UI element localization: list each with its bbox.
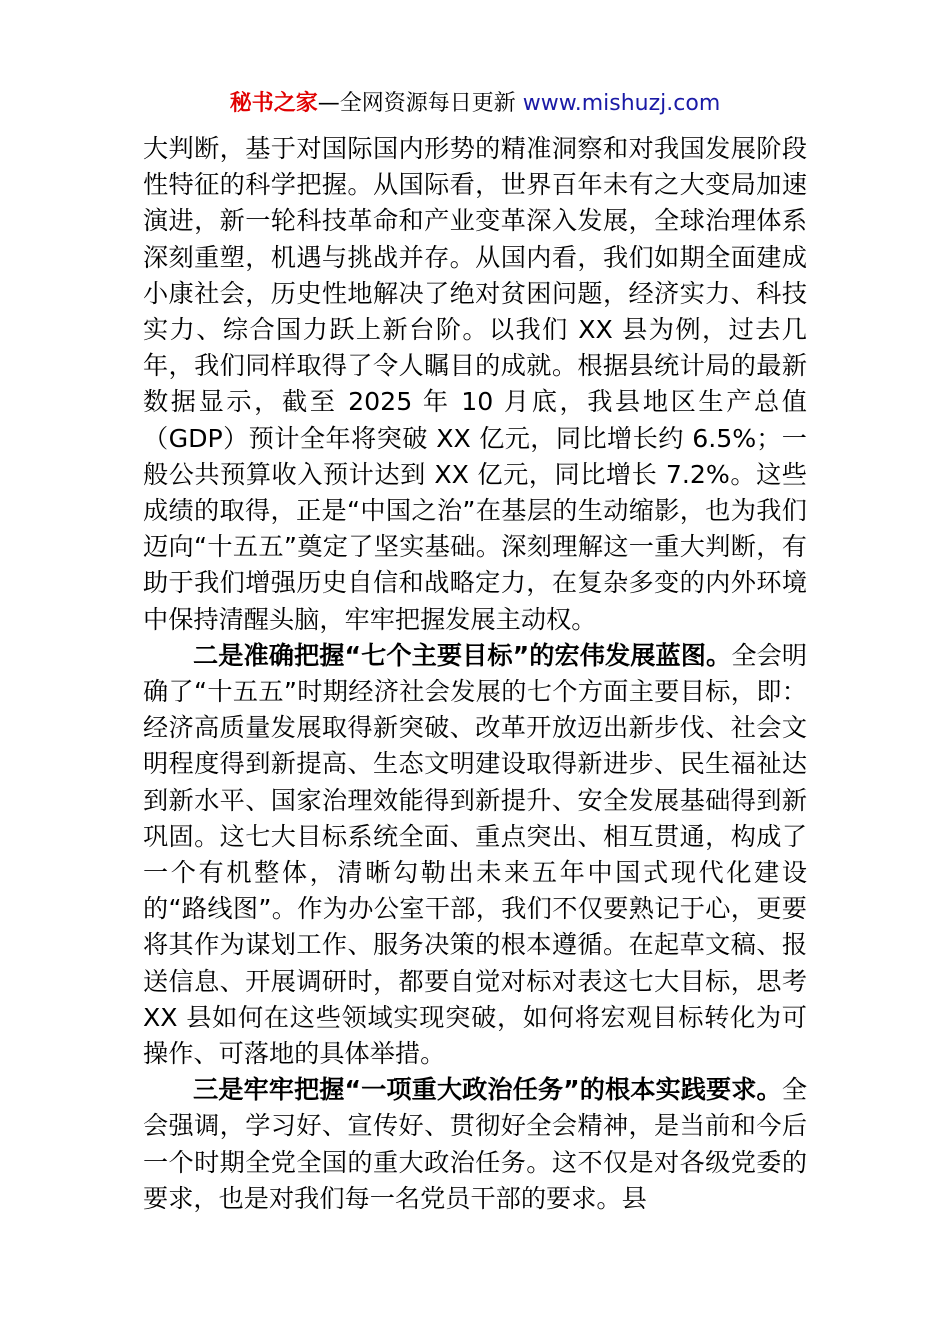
site-slogan: —全网资源每日更新 <box>317 91 516 116</box>
paragraph-political-task <box>143 1072 807 1217</box>
paragraph-heading: 三是牢牢把握“一项重大政治任务”的根本实践要求。 <box>193 1075 782 1105</box>
site-url-link[interactable]: www.mishuzj.com <box>522 91 721 116</box>
site-brand: 秘书之家 <box>229 91 318 116</box>
paragraph-text: 全会强调，学习好、宣传好、贯彻好全会精神，是当前和今后一个时期全党全国的重大政治任务。这不仅是对各级党委的要求，也是对我们每一名党员干部的要求。县 <box>143 1075 807 1213</box>
document-body <box>143 131 807 1217</box>
site-header <box>0 86 950 122</box>
paragraph-text: 全会明确了“十五五”时期经济社会发展的七个方面主要目标，即：经济高质量发展取得新突破、改革开放迈出新步伐、社会文明程度得到新提高、生态文明建设取得新进步、民生福祉达到新水平、国家治理效能得到新提升、安全发展基础得到新巩固。这七大目标系统全面、重点突出、相互贯通，构成了一个有机整体，清晰勾勒出未来五年中国式现代化建设的“路线图”。作为办公室干部，我们不仅要熟记于心，更要将其作为谋划工作、服务决策的根本遵循。在起草文稿、报送信息、开展调研时，都要自觉对标对表这七大目标，思考 XX 县如何在这些领域实现突破，如何将宏观目标转化为可操作、可落地的具体举措。 <box>143 640 808 1069</box>
paragraph-text: 大判断，基于对国际国内形势的精准洞察和对我国发展阶段性特征的科学把握。从国际看，世界百年未有之大变局加速演进，新一轮科技革命和产业变革深入发展，全球治理体系深刻重塑，机遇与挑战并存。从国内看，我们如期全面建成小康社会，历史性地解决了绝对贫困问题，经济实力、科技实力、综合国力跃上新台阶。以我们 XX 县为例，过去几年，我们同样取得了令人瞩目的成就。根据县统计局的最新数据显示，截至 2025 年 10 月底，我县地区生产总值（GDP）预计全年将突破 XX 亿元，同比增长约 6.5%；一般公共预算收入预计达到 XX 亿元，同比增长 7.2%。这些成绩的取得，正是“中国之治”在基层的生动缩影，也为我们迈向“十五五”奠定了坚实基础。深刻理解这一重大判断，有助于我们增强历史自信和战略定力，在复杂多变的内外环境中保持清醒头脑，牢牢把握发展主动权。 <box>143 134 807 634</box>
paragraph-continuation <box>143 131 807 638</box>
paragraph-seven-goals <box>143 638 807 1072</box>
paragraph-heading: 二是准确把握“七个主要目标”的宏伟发展蓝图。 <box>193 640 732 670</box>
